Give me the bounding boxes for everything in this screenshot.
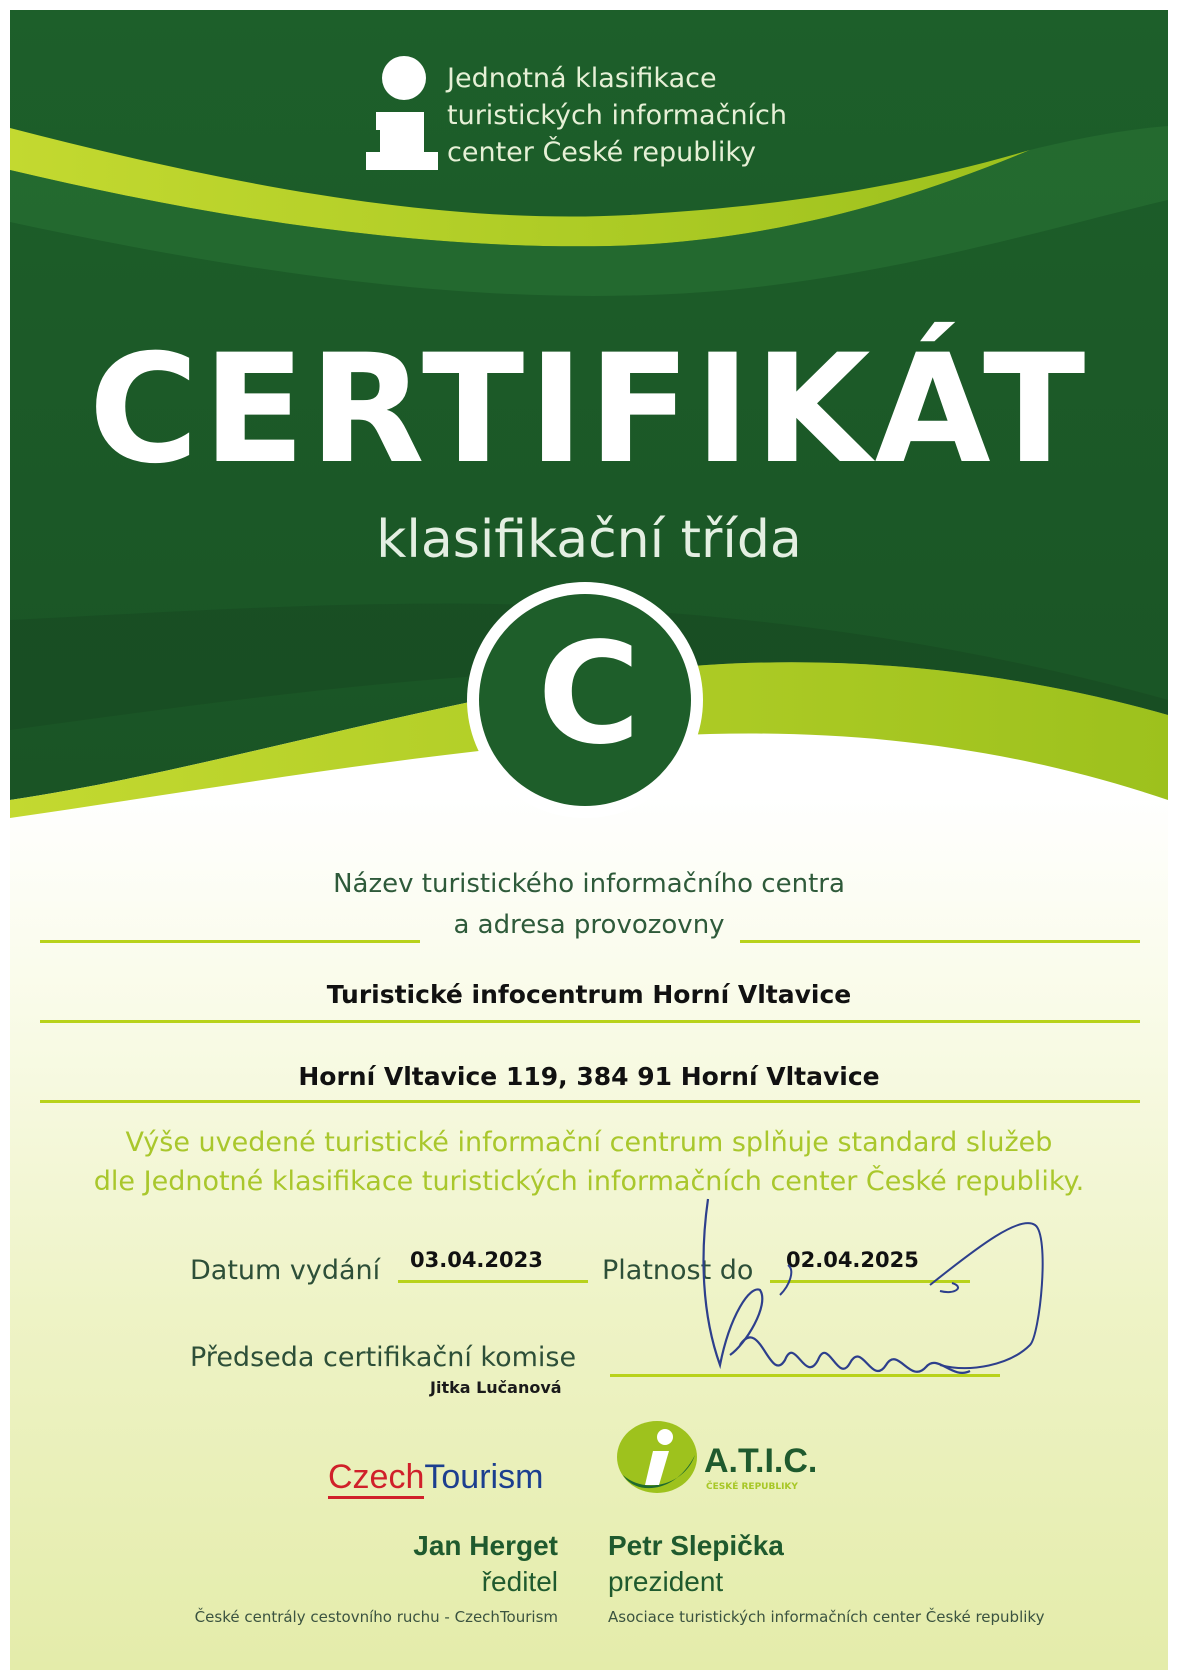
- center-name: Turistické infocentrum Horní Vltavice: [326, 980, 852, 1009]
- classification-line-3: center České republiky: [447, 137, 757, 168]
- atic-logo-subtext: ČESKÉ REPUBLIKY: [706, 1482, 798, 1492]
- valid-until-value: 02.04.2025: [786, 1248, 919, 1272]
- standard-statement: [40, 1123, 1138, 1201]
- classification-line-1: Jednotná klasifikace: [447, 63, 717, 94]
- handwritten-signature: [690, 1195, 1070, 1395]
- classification-grade: C: [537, 613, 641, 776]
- center-label-line1: Název turistického informačního centra: [333, 869, 845, 899]
- divider-right: [740, 940, 1140, 943]
- classification-header: [447, 60, 787, 171]
- committee-name: Jitka Lučanová: [430, 1378, 562, 1397]
- center-label-line2: a adresa provozovny: [453, 910, 725, 940]
- atic-president-name: Petr Slepička: [608, 1530, 784, 1561]
- certificate-title: CERTIFIKÁT: [88, 323, 1090, 497]
- center-address: Horní Vltavice 119, 384 91 Horní Vltavice: [298, 1062, 880, 1091]
- issued-date-line: [398, 1280, 588, 1283]
- atic-logo-icon: [615, 1415, 700, 1500]
- issued-date-value: 03.04.2023: [410, 1248, 543, 1272]
- issued-date-label: Datum vydání: [190, 1255, 381, 1286]
- divider-address: [40, 1100, 1140, 1103]
- czechtourism-logo-part2: Tourism: [424, 1458, 544, 1496]
- czechtourism-director-name: Jan Herget: [413, 1530, 558, 1561]
- czechtourism-director-role: ředitel: [481, 1566, 558, 1597]
- czechtourism-organization: České centrály cestovního ruchu - CzechTourism: [194, 1608, 558, 1626]
- standard-line-2: dle Jednotné klasifikace turistických informačních center České republiky.: [93, 1166, 1085, 1197]
- certificate-sheet: [10, 10, 1168, 1670]
- certificate-subtitle: klasifikační třída: [376, 510, 802, 570]
- czechtourism-logo-part1: Czech: [328, 1458, 424, 1499]
- atic-logo-text: A.T.I.C.: [704, 1442, 818, 1480]
- standard-line-1: Výše uvedené turistické informační centrum splňuje standard služeb: [125, 1127, 1053, 1158]
- czechtourism-logo: [328, 1458, 543, 1497]
- valid-until-label: Platnost do: [602, 1255, 754, 1286]
- classification-line-2: turistických informačních: [447, 100, 788, 131]
- atic-organization: Asociace turistických informačních center České republiky: [608, 1608, 1045, 1626]
- divider-name: [40, 1020, 1140, 1023]
- atic-president-role: prezident: [608, 1566, 724, 1597]
- committee-label: Předseda certifikační komise: [190, 1342, 577, 1373]
